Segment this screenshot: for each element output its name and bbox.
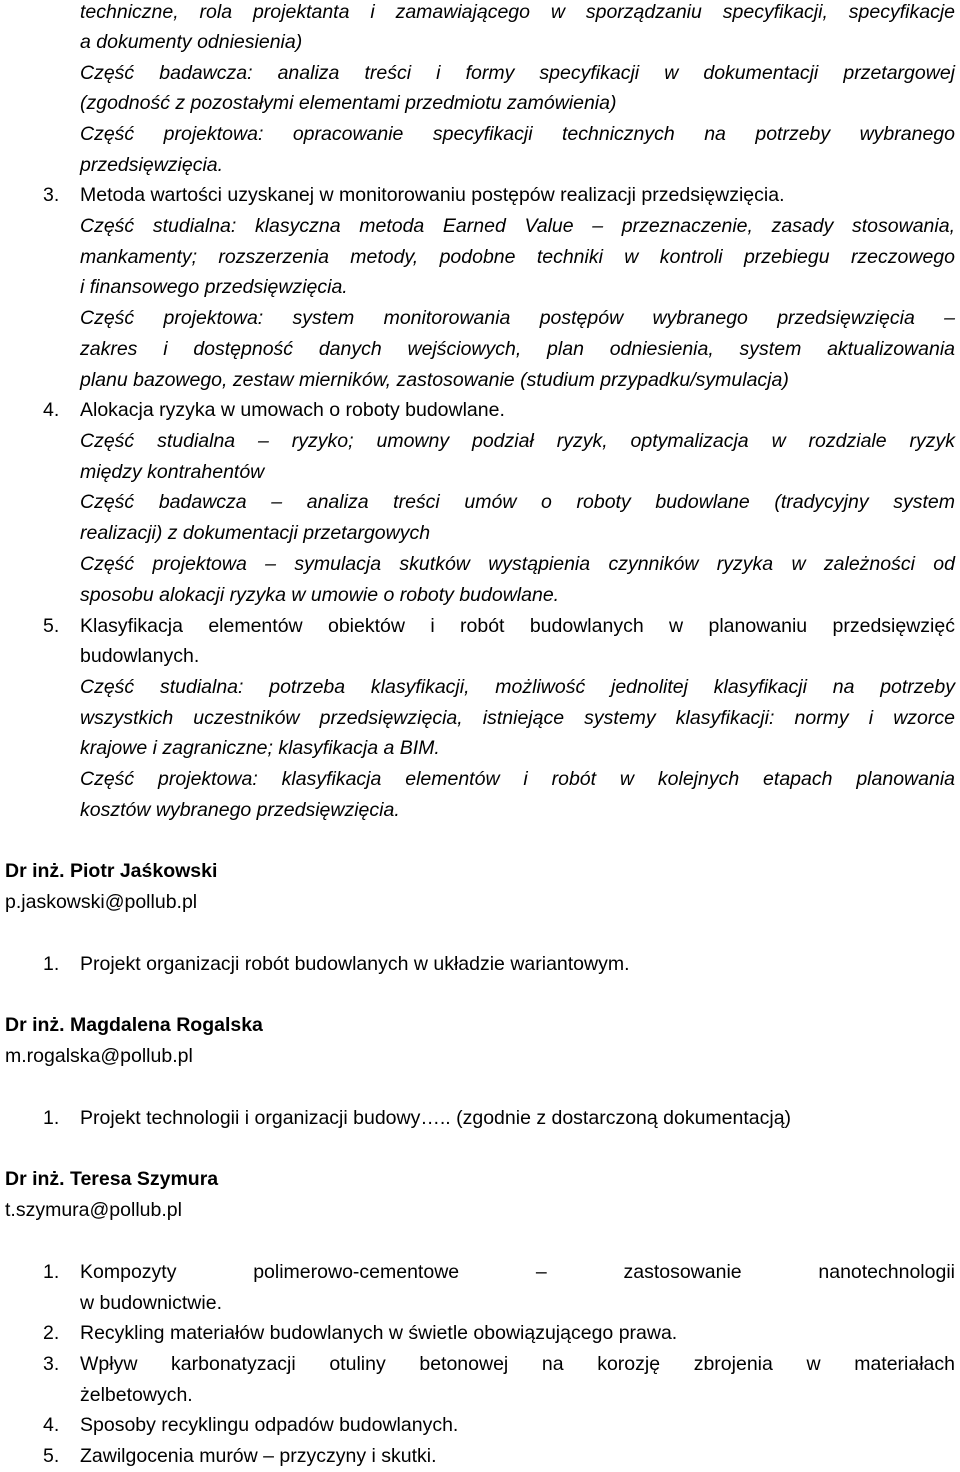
item2-project-line-1: Część projektowa: opracowanie specyfikacji technicznych na potrzeby wybranego: [80, 123, 955, 145]
item3-project-line-1: Część projektowa: system monitorowania postępów wybranego przedsięwzięcia –: [80, 307, 955, 329]
supervisor3-topic3-line-2: żelbetowych.: [80, 1384, 193, 1406]
item5-number: 5.: [43, 615, 60, 637]
item4-study-line-1: Część studialna – ryzyko; umowny podział ryzyk, optymalizacja w rozdziale ryzyk: [80, 430, 955, 452]
item4-project-line-2: sposobu alokacji ryzyka w umowie o roboty budowlane.: [80, 584, 560, 606]
supervisor2-name: Dr inż. Magdalena Rogalska: [5, 1014, 263, 1036]
item3-project-line-2: zakres i dostępność danych wejściowych, plan odniesienia, system aktualizowania: [80, 338, 955, 360]
item2-research-line-1: Część badawcza: analiza treści i formy specyfikacji w dokumentacji przetargowej: [80, 62, 955, 84]
supervisor1-name: Dr inż. Piotr Jaśkowski: [5, 860, 218, 882]
item4-research-line-2: realizacji) z dokumentacji przetargowych: [80, 522, 431, 544]
item2-project-line-2: przedsięwzięcia.: [80, 154, 224, 176]
item4-research-line-1: Część badawcza – analiza treści umów o roboty budowlane (tradycyjny system: [80, 491, 955, 513]
item5-study-line-2: wszystkich uczestników przedsięwzięcia, istniejące systemy klasyfikacji: normy i wzorce: [80, 707, 955, 729]
supervisor3-topic5-number: 5.: [43, 1445, 60, 1467]
item5-title-line-2: budowlanych.: [80, 645, 200, 667]
supervisor3-topic2: Recykling materiałów budowlanych w świetle obowiązującego prawa.: [80, 1322, 678, 1344]
supervisor3-topic1-line-2: w budownictwie.: [80, 1292, 222, 1314]
supervisor3-topic5: Zawilgocenia murów – przyczyny i skutki.: [80, 1445, 437, 1467]
item3-number: 3.: [43, 184, 60, 206]
supervisor3-topic1-line-1: Kompozyty polimerowo-cementowe – zastosowanie nanotechnologii: [80, 1261, 955, 1283]
item4-number: 4.: [43, 399, 60, 421]
item3-study-line-2: mankamenty; rozszerzenia metody, podobne techniki w kontroli przebiegu rzeczowego: [80, 246, 955, 268]
item4-study-line-2: między kontrahentów: [80, 461, 265, 483]
supervisor2-email[interactable]: m.rogalska@pollub.pl: [5, 1045, 193, 1067]
supervisor3-topic4: Sposoby recyklingu odpadów budowlanych.: [80, 1414, 459, 1436]
supervisor3-topic1-number: 1.: [43, 1261, 60, 1283]
supervisor3-topic3-line-1: Wpływ karbonatyzacji otuliny betonowej na korozję zbrojenia w materiałach: [80, 1353, 955, 1375]
item5-project-line-2: kosztów wybranego przedsięwzięcia.: [80, 799, 400, 821]
supervisor3-topic2-number: 2.: [43, 1322, 60, 1344]
supervisor1-email[interactable]: p.jaskowski@pollub.pl: [5, 891, 198, 913]
item5-project-line-1: Część projektowa: klasyfikacja elementów i robót w kolejnych etapach planowania: [80, 768, 955, 790]
supervisor3-email[interactable]: t.szymura@pollub.pl: [5, 1199, 182, 1221]
item5-study-line-3: krajowe i zagraniczne; klasyfikacja a BIM.: [80, 737, 440, 759]
supervisor2-topic1: Projekt technologii i organizacji budowy….. (zgodnie z dostarczoną dokumentacją): [80, 1107, 792, 1129]
item5-study-line-1: Część studialna: potrzeba klasyfikacji, możliwość jednolitej klasyfikacji na potrzeby: [80, 676, 955, 698]
supervisor2-topic1-number: 1.: [43, 1107, 60, 1129]
item3-study-line-1: Część studialna: klasyczna metoda Earned Value – przeznaczenie, zasady stosowania,: [80, 215, 955, 237]
item3-title: Metoda wartości uzyskanej w monitorowaniu postępów realizacji przedsięwzięcia.: [80, 184, 785, 206]
item2-line-1: techniczne, rola projektanta i zamawiającego w sporządzaniu specyfikacji, specyfikacje: [80, 1, 955, 23]
supervisor1-topic1-number: 1.: [43, 953, 60, 975]
item3-study-line-3: i finansowego przedsięwzięcia.: [80, 276, 348, 298]
item3-project-line-3: planu bazowego, zestaw mierników, zastosowanie (studium przypadku/symulacja): [80, 369, 789, 391]
item5-title-line-1: Klasyfikacja elementów obiektów i robót budowlanych w planowaniu przedsięwzięć: [80, 615, 955, 637]
supervisor1-topic1: Projekt organizacji robót budowlanych w układzie wariantowym.: [80, 953, 630, 975]
supervisor3-name: Dr inż. Teresa Szymura: [5, 1168, 219, 1190]
item2-research-line-2: (zgodność z pozostałymi elementami przedmiotu zamówienia): [80, 92, 617, 114]
item4-project-line-1: Część projektowa – symulacja skutków wystąpienia czynników ryzyka w zależności od: [80, 553, 955, 575]
item4-title: Alokacja ryzyka w umowach o roboty budowlane.: [80, 399, 505, 421]
supervisor3-topic3-number: 3.: [43, 1353, 60, 1375]
supervisor3-topic4-number: 4.: [43, 1414, 60, 1436]
item2-line-2: a dokumenty odniesienia): [80, 31, 303, 53]
